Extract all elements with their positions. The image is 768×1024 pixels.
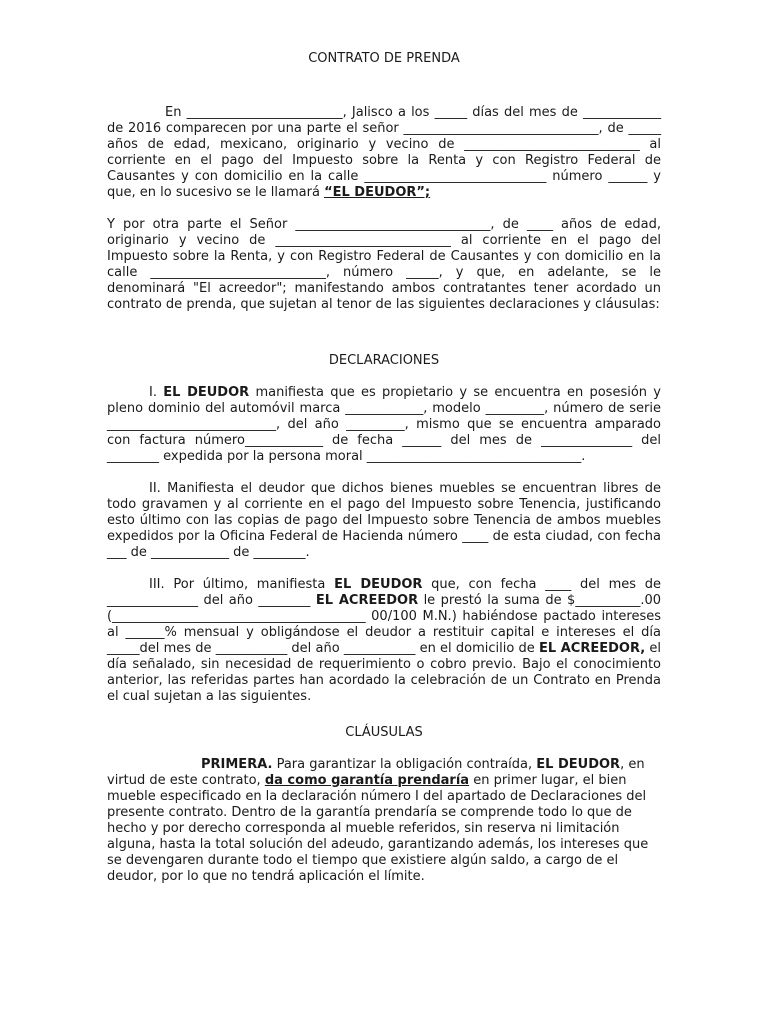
- intro-paragraph: [107, 105, 661, 201]
- clause-primera-label: PRIMERA.: [201, 757, 273, 772]
- declaraciones-heading: DECLARACIONES: [328, 353, 440, 368]
- declaration-3-text-b: que, con fecha ____ del mes de ______________ del año ________: [107, 577, 661, 608]
- declaration-3-deudor: EL DEUDOR: [334, 577, 423, 592]
- declaration-2: II. Manifiesta el deudor que dichos bienes muebles se encuentran libres de todo gravamen y al corriente en el pago del Impuesto sobre Tenencia, justificando esto último con las copias de pago del Impuesto sobre Tenencia de ambos muebles expedidos por la Oficina Federal de Hacienda número ____ de esta ciudad, con fecha ___ de ____________ de ________.: [107, 481, 661, 560]
- document-body: [107, 51, 661, 885]
- declaration-3: [107, 577, 661, 705]
- declaration-1-number: I.: [149, 385, 164, 400]
- intro-text: En ________________________, Jalisco a los _____ días del mes de ____________ de 2016 comparecen por una parte el señor ______________________________, de _____ años de edad, mexicano, originario y vecino de ___________________________ al corriente en el pago del Impuesto sobre la Renta y con Registro Federal de Causantes y con domicilio en la calle ____________________________ número ______ y que, en lo sucesivo se le llamará: [107, 105, 661, 200]
- declaration-3-text-d: el día señalado, sin necesidad de requerimiento o cobro previo. Bajo el conocimiento anterior, las referidas partes han acordado la celebración de un Contrato en Prenda el cual sujetan a las siguientes.: [107, 641, 661, 704]
- second-party-paragraph: Y por otra parte el Señor ______________________________, de ____ años de edad, originario y vecino de ___________________________ al corriente en el pago del Impuesto sobre la Renta, y con Registro Federal de Causantes y con domicilio en la calle ___________________________, número _____, y que, en adelante, se le denominará "El acreedor"; manifestando ambos contratantes tener acordado un contrato de prenda, que sujetan al tenor de las siguientes declaraciones y cláusulas:: [107, 217, 661, 312]
- declaration-1-text: manifiesta que es propietario y se encuentra en posesión y pleno dominio del automóvil marca ____________, modelo _________, número de serie __________________________, del año _________, mismo que se encuentra amparado con factura número____________ de fecha ______ del mes de ______________ del ________ expedida por la persona moral _________________________________.: [107, 385, 661, 464]
- declaration-1-deudor: EL DEUDOR: [163, 385, 250, 400]
- clause-primera-garantia: da como garantía prendaría: [264, 773, 470, 788]
- clause-primera-text-a: Para garantizar la obligación contraída,: [272, 757, 537, 772]
- clause-primera-deudor: EL DEUDOR: [536, 757, 621, 772]
- declaration-1: [107, 385, 661, 465]
- clause-primera-text-b: , en virtud de este contrato,: [107, 757, 645, 788]
- declaration-3-acreedor: EL ACREEDOR: [315, 593, 419, 608]
- clause-primera: [107, 757, 661, 885]
- declaration-3-text-a: III. Por último, manifiesta: [149, 577, 335, 592]
- declaration-3-text-c: le prestó la suma de $__________.00 (_______________________________________ 00/100 M.N.) habiéndose pactado intereses al ______% mensual y obligándose el deudor a restituir capital e intereses el día _____del mes de ___________ del año ___________ en el domicilio de: [107, 593, 662, 656]
- declaration-3-acreedor-2: EL ACREEDOR,: [538, 641, 646, 656]
- clause-primera-text-c: en primer lugar, el bien mueble especificado en la declaración número I del apartado de Declaraciones del presente contrato. Dentro de la garantía prendaría se comprende todo lo que de hecho y por derecho corresponda al mueble referidos, sin reserva ni limitación alguna, hasta la total solución del adeudo, garantizando además, los intereses que se devengaren durante todo el tiempo que existiere algún saldo, a cargo de el deudor, por lo que no tendrá aplicación el límite.: [107, 773, 649, 884]
- el-deudor-label: “EL DEUDOR”;: [324, 185, 431, 200]
- clausulas-heading: CLÁUSULAS: [345, 725, 423, 740]
- document-title: CONTRATO DE PRENDA: [308, 51, 460, 66]
